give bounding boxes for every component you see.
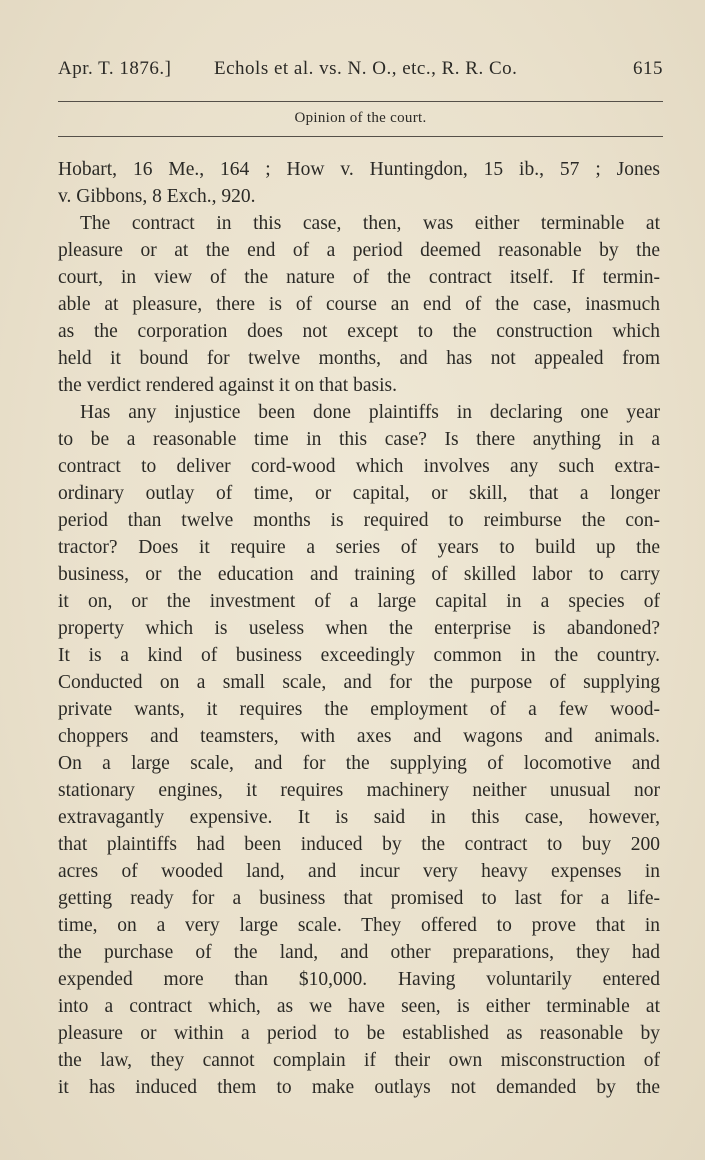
text-line: period than twelve months is required to reimburse the con- [58,510,660,531]
text-line: able at pleasure, there is of course an end of the case, inasmuch [58,294,660,315]
text-line: the purchase of the land, and other preparations, they had [58,942,660,963]
text-line: the law, they cannot complain if their own misconstruction of [58,1050,660,1071]
text-line: property which is useless when the enterprise is abandoned? [58,618,660,639]
running-head-date: Apr. T. 1876.] [58,58,172,79]
text-line: contract to deliver cord-wood which involves any such extra- [58,456,660,477]
text-line: acres of wooded land, and incur very heavy expenses in [58,861,660,882]
text-line: choppers and teamsters, with axes and wagons and animals. [58,726,660,747]
text-line: it on, or the investment of a large capital in a species of [58,591,660,612]
text-line: that plaintiffs had been induced by the contract to buy 200 [58,834,660,855]
text-line: as the corporation does not except to the construction which [58,321,660,342]
text-line: ordinary outlay of time, or capital, or skill, that a longer [58,483,660,504]
text-line: held it bound for twelve months, and has not appealed from [58,348,660,369]
text-line: the verdict rendered against it on that basis. [58,375,397,396]
section-heading: Opinion of the court. [294,110,427,126]
text-line: pleasure or at the end of a period deemed reasonable by the [58,240,660,261]
text-line: expended more than $10,000. Having voluntarily entered [58,969,660,990]
text-line: into a contract which, as we have seen, is either terminable at [58,996,660,1017]
text-line: to be a reasonable time in this case? Is there anything in a [58,429,660,450]
header-rule-bottom [58,136,663,137]
text-line: Hobart, 16 Me., 164 ; How v. Huntingdon, 15 ib., 57 ; Jones [58,159,660,180]
text-line: court, in view of the nature of the contract itself. If termin- [58,267,660,288]
page-number: 615 [633,58,663,79]
text-line: stationary engines, it requires machinery neither unusual nor [58,780,660,801]
running-head-case-title: Echols et al. vs. N. O., etc., R. R. Co. [214,58,518,79]
text-line: getting ready for a business that promised to last for a life- [58,888,660,909]
text-line: v. Gibbons, 8 Exch., 920. [58,186,256,207]
text-line: business, or the education and training of skilled labor to carry [58,564,660,585]
opinion-text [58,156,660,1101]
text-line: The contract in this case, then, was either terminable at [80,213,660,234]
text-line: tractor? Does it require a series of years to build up the [58,537,660,558]
text-line: Conducted on a small scale, and for the purpose of supplying [58,672,660,693]
text-line: time, on a very large scale. They offered to prove that in [58,915,660,936]
text-line: It is a kind of business exceedingly common in the country. [58,645,660,666]
text-line: pleasure or within a period to be established as reasonable by [58,1023,660,1044]
text-line: On a large scale, and for the supplying of locomotive and [58,753,660,774]
header-rule-top [58,101,663,102]
running-head [58,58,663,86]
text-line: it has induced them to make outlays not demanded by the [58,1077,660,1098]
text-line: Has any injustice been done plaintiffs in declaring one year [80,402,660,423]
text-line: extravagantly expensive. It is said in this case, however, [58,807,660,828]
text-line: private wants, it requires the employment of a few wood- [58,699,660,720]
